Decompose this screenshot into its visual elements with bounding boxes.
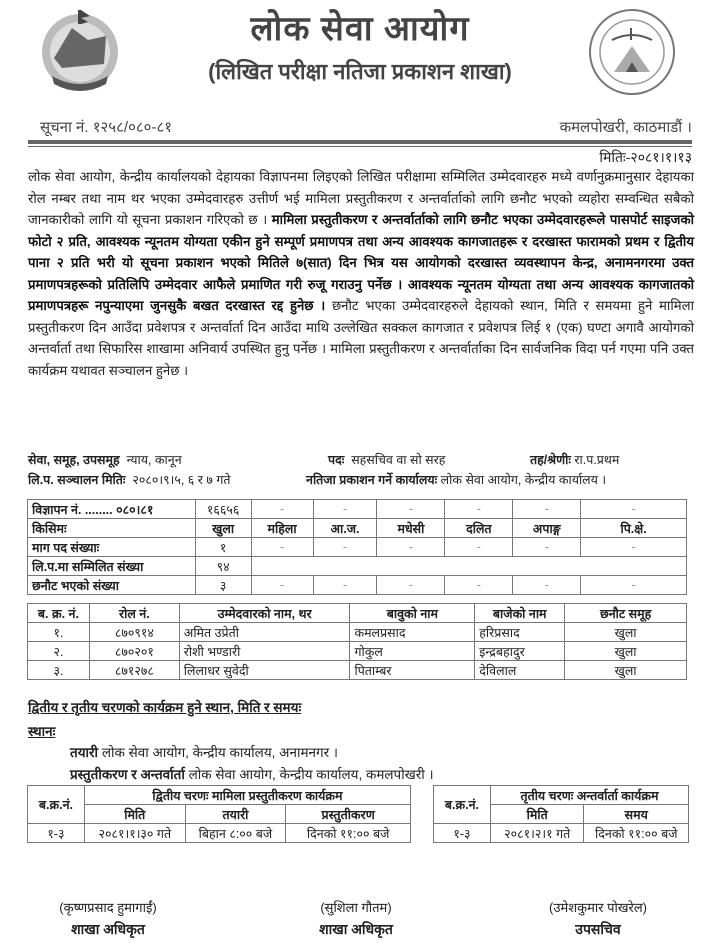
signatory-designation: शाखा अधिकृत [71, 921, 145, 937]
type-open: खुला [195, 519, 251, 538]
level-label: तह/श्रेणीः [530, 453, 571, 467]
cell-serial: ३. [28, 661, 90, 680]
demand-value: - [313, 538, 377, 557]
post-label: पदः [328, 453, 345, 467]
adv-number: - [581, 500, 687, 519]
demand-value: - [445, 538, 513, 557]
notice-body [28, 166, 694, 381]
level-info [530, 451, 619, 468]
psc-seal-logo [586, 6, 678, 98]
notice-date: मितिः-२०८१।१।१३ [599, 149, 692, 165]
demand-value: - [251, 538, 313, 557]
office-value: लोक सेवा आयोग, केन्द्रीय कार्यालय । [440, 473, 607, 487]
adv-number: १६६५६ [195, 500, 251, 519]
signatory-name: (उमेशकुमार पोखरेल) [549, 900, 647, 915]
second-stage-table [27, 785, 411, 843]
demand-value: १ [195, 538, 251, 557]
demand-row [28, 538, 687, 557]
third-date-header: मिति [490, 805, 584, 824]
header-divider-thin [28, 146, 692, 147]
post-info [328, 451, 445, 468]
notice-number: सूचना नं. १२५८/०८०-८१ [40, 119, 173, 136]
table-row [434, 824, 689, 843]
adv-number: - [251, 500, 313, 519]
third-time: दिनको ११:०० बजे [584, 824, 689, 843]
cell-grandfather: इन्द्रबहादुर [475, 642, 565, 661]
third-stage-title: तृतीय चरणः अन्तर्वार्ता कार्यक्रम [490, 786, 688, 805]
cell-name: अमित उप्रेती [179, 623, 350, 642]
second-presentation-header: प्रस्तुतीकरण [286, 805, 411, 824]
selected-value: - [581, 576, 687, 595]
office-info [306, 471, 606, 488]
selected-value: - [251, 576, 313, 595]
table-row [28, 661, 687, 680]
second-presentation-time: दिनको ११:०० बजे [286, 824, 411, 843]
demand-value: - [377, 538, 445, 557]
office-label: नतिजा प्रकाशन गर्ने कार्यालयः [306, 473, 438, 487]
third-serial-header: ब.क्र.नं. [434, 786, 491, 824]
third-serial: १-३ [434, 824, 491, 843]
demand-value: - [581, 538, 687, 557]
prep-label: तयारी [70, 745, 99, 760]
second-date-header: मिति [84, 805, 185, 824]
cell-roll: ८७१२७८ [89, 661, 179, 680]
signature-block [8, 898, 208, 939]
type-indigenous: आ.ज. [313, 519, 377, 538]
header-divider-thick [28, 140, 692, 144]
venue-heading: स्थानः [28, 724, 56, 739]
table-row [28, 824, 411, 843]
appeared-empty [251, 557, 686, 576]
presentation-label: प्रस्तुतीकरण र अन्तर्वार्ता [70, 767, 185, 782]
type-women: महिला [251, 519, 313, 538]
header-serial: ब. क्र. नं. [28, 604, 90, 623]
header-name: उम्मेदवारको नाम, थर [179, 604, 350, 623]
type-row [28, 519, 687, 538]
signatory-designation: उपसचिव [575, 921, 621, 937]
second-prep-time: बिहान ८:०० बजे [185, 824, 286, 843]
header-grandfather: बाजेको नाम [475, 604, 565, 623]
type-backward-region: पि.क्षे. [581, 519, 687, 538]
selected-value: - [445, 576, 513, 595]
cell-father: पिताम्बर [350, 661, 475, 680]
level-value: रा.प.प्रथम [574, 453, 620, 467]
table-row [28, 623, 687, 642]
office-location: कमलपोखरी, काठमाडौं । [559, 119, 692, 136]
demand-value: - [513, 538, 581, 557]
candidates-table [27, 603, 687, 680]
type-madhesi: मधेसी [377, 519, 445, 538]
service-label: सेवा, समूह, उपसमूह [28, 453, 120, 467]
cell-serial: २. [28, 642, 90, 661]
second-stage-title: द्वितीय चरणः मामिला प्रस्तुतीकरण कार्यक्रम [84, 786, 410, 805]
type-disabled: अपाङ्ग [513, 519, 581, 538]
header-father: बावुको नाम [350, 604, 475, 623]
type-label: किसिमः [28, 519, 196, 538]
adv-number: - [445, 500, 513, 519]
schedule-heading: द्वितीय र तृतीय चरणको कार्यक्रम हुने स्थान, मिति र समयः [28, 700, 302, 715]
signature-block [498, 898, 698, 939]
demand-label: माग पद संख्याः [28, 538, 196, 557]
advertisement-row [28, 500, 687, 519]
appeared-value: ९४ [195, 557, 251, 576]
second-prep-header: तयारी [185, 805, 286, 824]
type-dalit: दलित [445, 519, 513, 538]
third-date: २०८१।२।१ गते [490, 824, 584, 843]
appeared-row [28, 557, 687, 576]
service-value: न्याय, कानून [126, 453, 182, 467]
selected-row [28, 576, 687, 595]
cell-roll: ८७०९१४ [89, 623, 179, 642]
cell-grandfather: हरिप्रसाद [475, 623, 565, 642]
second-stage-cols-row [28, 805, 411, 824]
prep-venue: लोक सेवा आयोग, केन्द्रीय कार्यालय, अनामनगर । [101, 745, 339, 760]
third-stage-title-row [434, 786, 689, 805]
cell-name: रोशी भण्डारी [179, 642, 350, 661]
cell-roll: ८७०२०१ [89, 642, 179, 661]
vacancy-table [27, 499, 687, 595]
adv-number: - [513, 500, 581, 519]
third-time-header: समय [584, 805, 689, 824]
selected-value: - [513, 576, 581, 595]
cell-father: गोकुल [350, 642, 475, 661]
exam-date-info [28, 471, 231, 488]
header-group: छनौट समूह [565, 604, 687, 623]
exam-date-label: लि.प. सञ्चालन मितिः [28, 473, 126, 487]
page-title: लोक सेवा आयोग [250, 10, 470, 48]
cell-group: खुला [565, 642, 687, 661]
presentation-venue: लोक सेवा आयोग, केन्द्रीय कार्यालय, कमलपोखरी । [188, 767, 434, 782]
selected-label: छनौट भएको संख्या [28, 576, 196, 595]
cell-serial: १. [28, 623, 90, 642]
selected-value: ३ [195, 576, 251, 595]
cell-father: कमलप्रसाद [350, 623, 475, 642]
page-subtitle: (लिखित परीक्षा नतिजा प्रकाशन शाखा) [208, 59, 512, 84]
header-roll: रोल नं. [89, 604, 179, 623]
cell-group: खुला [565, 661, 687, 680]
cell-name: लिलाधर सुवेदी [179, 661, 350, 680]
signature-block [256, 898, 456, 939]
cell-group: खुला [565, 623, 687, 642]
adv-number: - [377, 500, 445, 519]
adv-number: - [313, 500, 377, 519]
post-value: सहसचिव वा सो सरह [351, 453, 446, 467]
body-instructions: छनौट भएका उम्मेदवारहरुले देहायको स्थान, मिति र समयमा हुने मामिला प्रस्तुतीकरण दिन आउँदा प्रवेशपत्र र अन्तर्वार्ता दिन आउँदा माथि उल्लेखित सक्कल कागजात र प्रवेशपत्र लिई १ (एक) घण्टा अगावै आयोगको अन्तर्वार्ता तथा सिफारिस शाखामा अनिवार्य उपस्थित हुनु पर्नेछ । मामिला प्रस्तुतीकरण र अन्तर्वार्ताका दिन सार्वजनिक विदा पर्न गएमा पनि उक्त कार्यक्रम यथावत सञ्चालन हुनेछ । [28, 298, 695, 378]
second-serial: १-३ [28, 824, 85, 843]
body-requirements: मामिला प्रस्तुतीकरण र अन्तर्वार्ताको लागि छनौट भएका उम्मेदवारहरूले पासपोर्ट साइजको फोटो २ प्रति, आवश्यक न्यूनतम योग्यता एकीन हुने सम्पूर्ण प्रमाणपत्र तथा अन्य आवश्यक कागजातहरू र दरखास्त फारामको प्रथम र द्वितीय पाना २ प्रति भरी यो सूचना प्रकाशन भएको मितिले ७(सात) दिन भित्र यस आयोगको दरखास्त व्यवस्थापन केन्द्र, अनामनगरमा उक्त प्रमाणपत्रहरूको प्रतिलिपि उम्मेदवार आफैले प्रमाणित गरी रुजू गराउनु पर्नेछ । आवश्यक न्यूनतम योग्यता तथा अन्य आवश्यक कागजातको प्रमाणपत्रहरू नपुन्याएमा जुनसुकै बखत दरखास्त रद्द हुनेछ । [28, 212, 694, 313]
presentation-venue-line [70, 765, 434, 783]
signatory-designation: शाखा अधिकृत [319, 921, 393, 937]
signatory-name: (कृष्णप्रसाद हुमागाईं) [59, 900, 157, 915]
third-stage-table [433, 785, 689, 843]
table-row [28, 642, 687, 661]
adv-label: विज्ञापन नं. ........ ०८०।८१ [28, 500, 196, 519]
signatory-name: (सुशिला गौतम) [320, 900, 392, 915]
cell-grandfather: देविलाल [475, 661, 565, 680]
exam-date-value: २०८०।९।५, ६ र ७ गते [132, 473, 231, 487]
second-serial-header: ब.क्र.नं. [28, 786, 85, 824]
candidates-header-row [28, 604, 687, 623]
second-stage-title-row [28, 786, 411, 805]
body-intro: लोक सेवा आयोग, केन्द्रीय कार्यालयको देहायका विज्ञापनमा लिइएको लिखित परीक्षामा सम्मिलित उम्मेदवारहरु मध्ये वर्णानुक्रमानुसार देहायका रोल नम्बर तथा नाम थर भएका उम्मेदवारहरु उत्तीर्ण भई मामिला प्रस्तुतीकरण र अन्तर्वार्ताको लागि छनौट भएको व्यहोरा सम्वन्धित सबैको जानकारीको लागि यो सूचना प्रकाशन गरिएको छ । [28, 169, 694, 227]
selected-value: - [377, 576, 445, 595]
selected-value: - [313, 576, 377, 595]
second-date: २०८१।१।३० गते [84, 824, 185, 843]
prep-venue-line [70, 743, 338, 761]
service-info [28, 451, 182, 468]
appeared-label: लि.प.मा सम्मिलित संख्या [28, 557, 196, 576]
